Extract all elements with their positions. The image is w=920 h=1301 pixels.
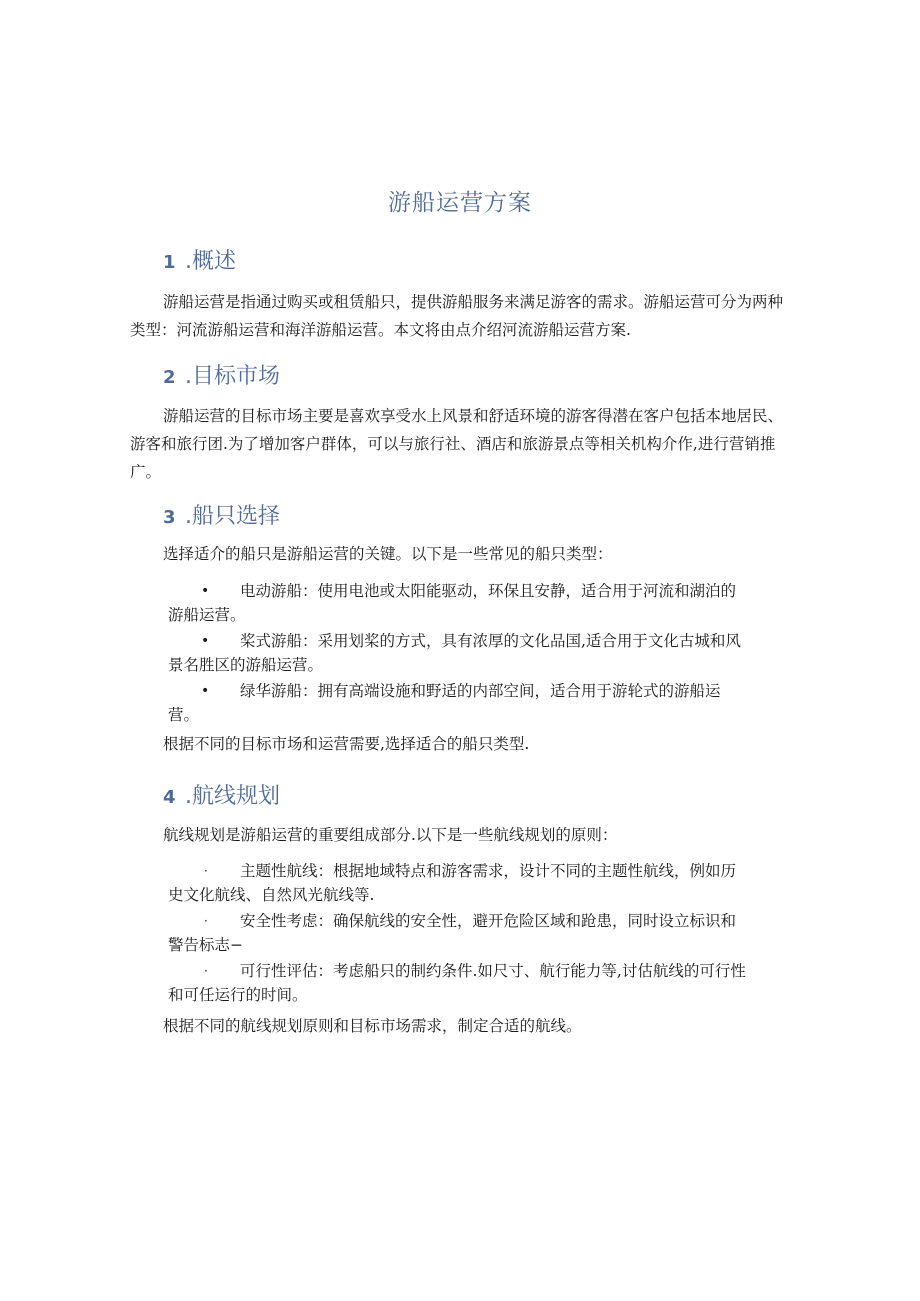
section-4-outro: 根据不同的航线规划原则和目标市场需求，制定合适的航线。 [163,1017,582,1035]
section-number: 1 [163,252,176,273]
list-item-text: 可行性评估：考虑船只的制约条件.如尺寸、航行能力等,讨估航线的可行性和可任运行的时间。 [168,962,746,1004]
list-item [168,679,768,727]
section-number: 2 [163,367,176,388]
bullet-icon: • [201,683,210,699]
list-item-text: 安全性考虑：确保航线的安全性，避开危险区域和跄患，同时设立标识和警告标志− [168,912,737,954]
list-item [168,579,768,627]
list-item-text: 主题性航线：根据地域特点和游客需求，设计不同的主题性航线，例如历史文化航线、自然风光航线等. [168,862,737,904]
section-2-paragraph: 游船运营的目标市场主要是喜欢享受水上风景和舒适环境的游客得潜在客户包括本地居民、游客和旅行团.为了增加客户群体，可以与旅行社、酒店和旅游景点等相关机构介作,进行营销推广。 [130,407,784,481]
bullet-icon: • [201,583,210,599]
list-item-text: 桨式游船：采用划桨的方式，具有浓厚的文化品国,适合用于文化古城和风景名胜区的游船运营。 [168,632,741,674]
section-3-outro: 根据不同的目标市场和运营需要,选择适合的船只类型. [163,735,530,753]
list-item [168,859,768,907]
section-heading-1: 1 .概述 [163,249,237,274]
section-heading-3: 3 .船只选择 [163,504,281,529]
list-item [168,909,768,957]
section-title: 概述 [192,249,237,274]
section-heading-2: 2 .目标市场 [163,364,281,389]
section-title: 目标市场 [192,364,281,389]
list-item [168,629,768,677]
section-3-intro: 选择适介的船只是游船运营的关键。以下是一些常见的船只类型： [163,545,613,563]
list-item-text: 绿华游船：拥有高端设施和野适的内部空间，适合用于游轮式的游船运营。 [168,682,721,724]
section-3-bullet-list [168,579,768,729]
bullet-icon: • [201,633,210,649]
section-title: 航线规划 [192,784,281,809]
section-4-bullet-list [168,859,768,1009]
bullet-icon: · [204,964,208,978]
section-heading-4: 4 .航线规划 [163,784,281,809]
section-number: 4 [163,787,176,808]
bullet-icon: · [204,864,208,878]
bullet-icon: · [204,914,208,928]
section-number: 3 [163,507,176,528]
section-title: 船只选择 [192,504,281,529]
document-title: 游船运营方案 [388,190,532,216]
section-1-paragraph: 游船运营是指通过购买或租赁船只，提供游船服务来满足游客的需求。游船运营可分为两种类型：河流游船运营和海洋游船运营。本文将由点介绍河流游船运营方案. [130,293,784,339]
section-4-intro: 航线规划是游船运营的重要组成部分.以下是一些航线规划的原则： [163,826,618,844]
list-item [168,959,768,1007]
list-item-text: 电动游船：使用电池或太阳能驱动，环保且安静，适合用于河流和湖泊的游船运营。 [168,582,737,624]
